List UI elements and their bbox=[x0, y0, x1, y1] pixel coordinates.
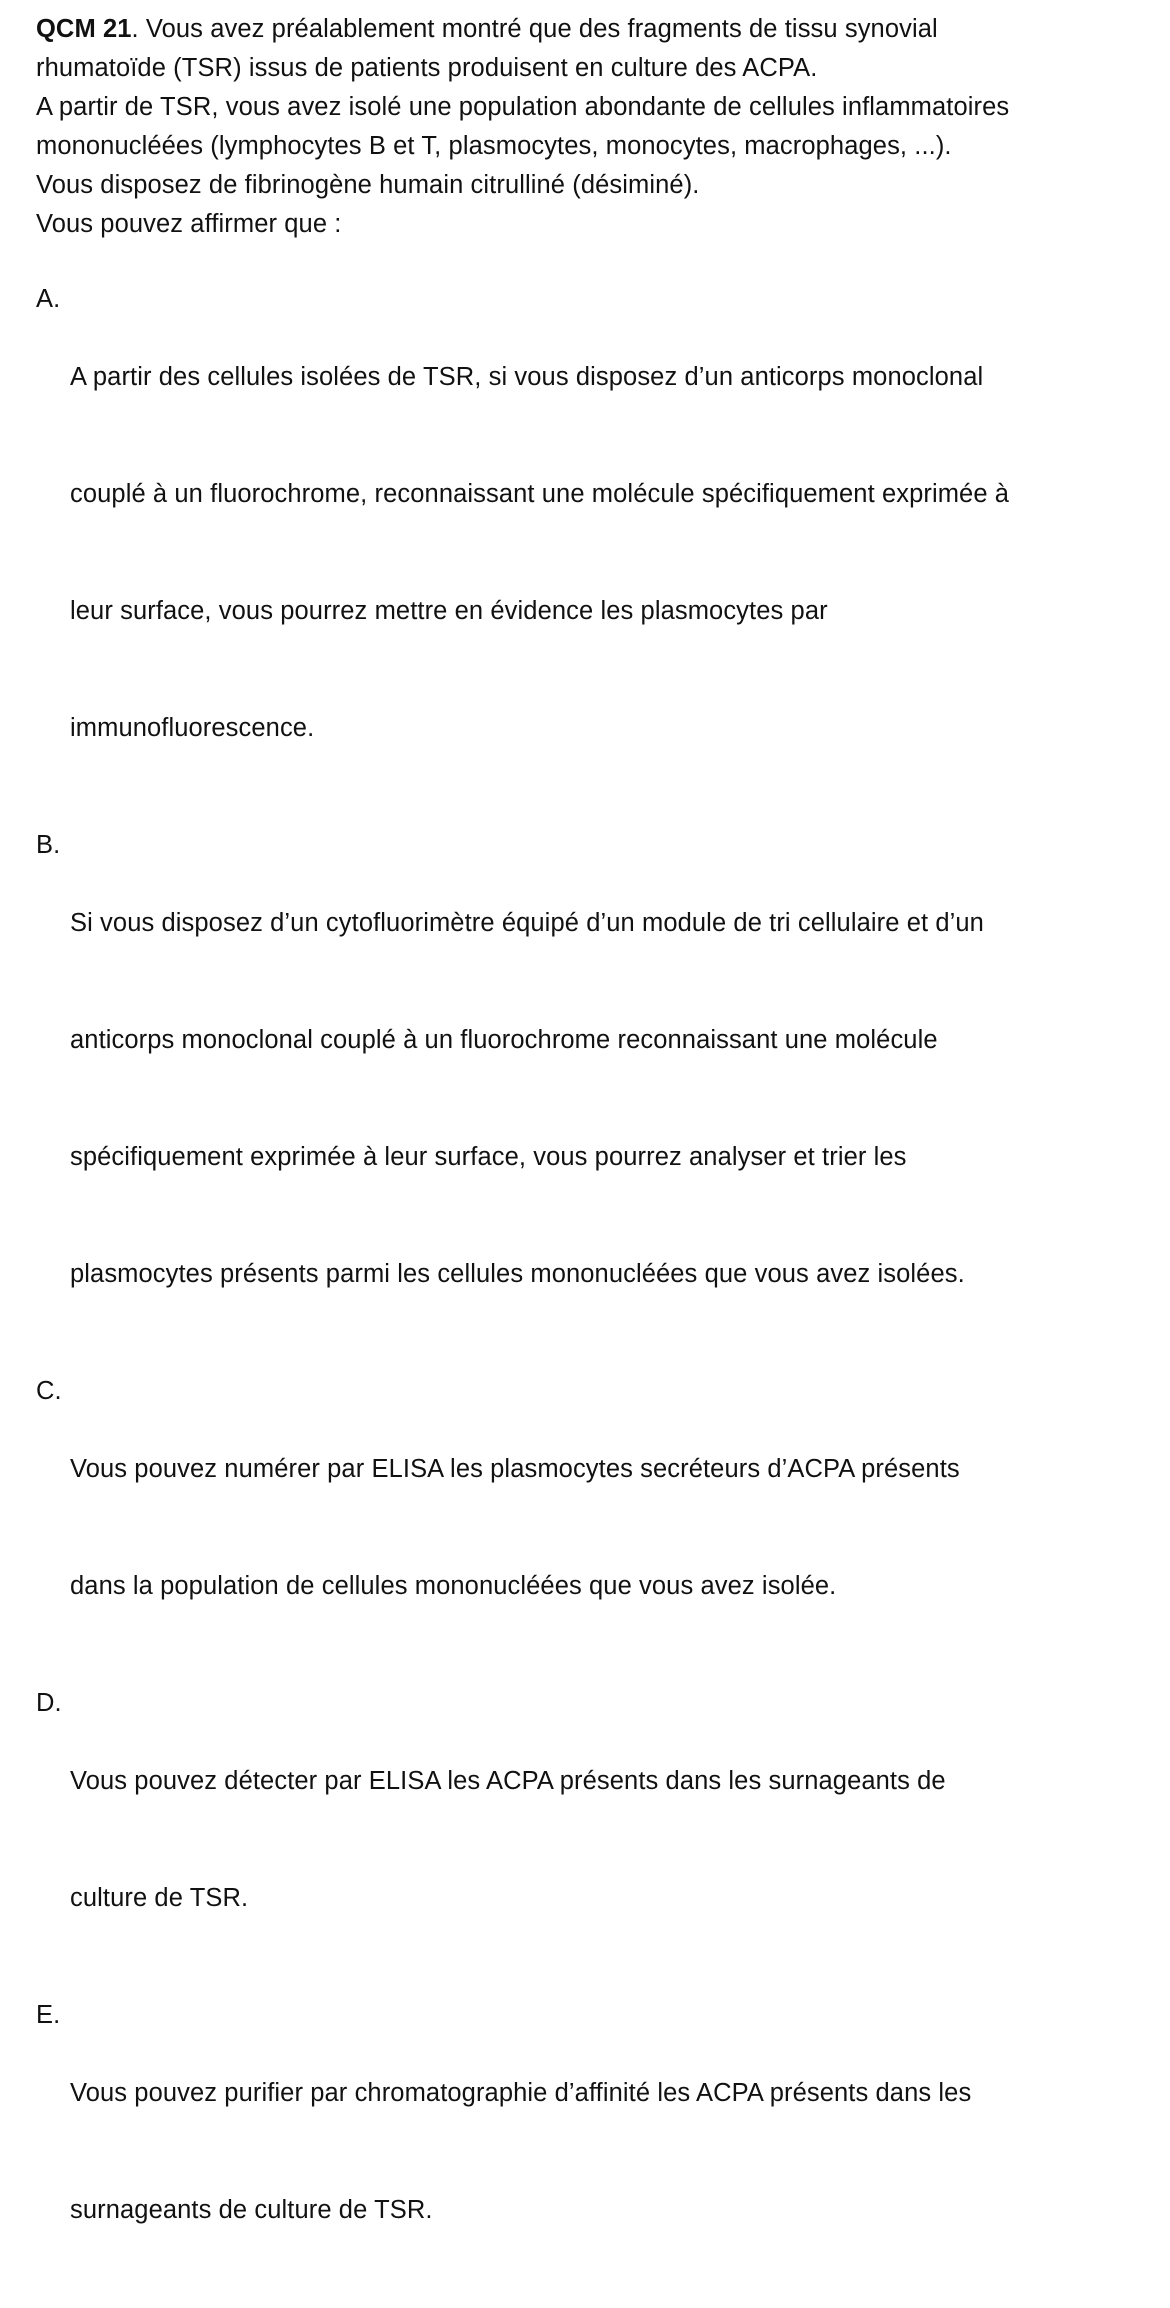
option-letter-c: C. bbox=[36, 1377, 62, 1405]
stem-line-1 bbox=[36, 10, 1130, 49]
option-b-line-3: spécifiquement exprimée à leur surface, vous pourrez analyser et trier les bbox=[70, 1143, 907, 1171]
option-text-a bbox=[70, 280, 1110, 826]
question-number-label: QCM 21 bbox=[36, 15, 132, 43]
stem-line-2: rhumatoïde (TSR) issus de patients produisent en culture des ACPA. bbox=[36, 54, 818, 82]
option-letter-b: B. bbox=[36, 831, 61, 859]
answer-option-a[interactable] bbox=[36, 280, 1130, 826]
option-letter-e: E. bbox=[36, 2001, 61, 2029]
option-text-e bbox=[70, 1996, 1110, 2308]
option-text-c bbox=[70, 1372, 1110, 1684]
option-d-line-2: culture de TSR. bbox=[70, 1884, 249, 1912]
option-text-d bbox=[70, 1684, 1110, 1996]
option-e-line-2: surnageants de culture de TSR. bbox=[70, 2196, 433, 2224]
answer-option-b[interactable] bbox=[36, 826, 1130, 1372]
stem-line-5: Vous disposez de fibrinogène humain citrulliné (désiminé). bbox=[36, 171, 700, 199]
option-text-b bbox=[70, 826, 1110, 1372]
option-a-line-2: couplé à un fluorochrome, reconnaissant une molécule spécifiquement exprimée à bbox=[70, 480, 1010, 508]
option-c-line-1: Vous pouvez numérer par ELISA les plasmocytes secréteurs d’ACPA présents bbox=[70, 1455, 960, 1483]
stem-line-6: Vous pouvez affirmer que : bbox=[36, 210, 342, 238]
option-a-line-4: immunofluorescence. bbox=[70, 714, 315, 742]
question-stem bbox=[36, 10, 1130, 244]
option-b-line-1: Si vous disposez d’un cytofluorimètre équipé d’un module de tri cellulaire et d’un bbox=[70, 909, 984, 937]
answer-option-d[interactable] bbox=[36, 1684, 1130, 1996]
stem-line-4: mononucléées (lymphocytes B et T, plasmocytes, monocytes, macrophages, ...). bbox=[36, 132, 952, 160]
answer-options-list bbox=[36, 280, 1130, 2308]
answer-option-c[interactable] bbox=[36, 1372, 1130, 1684]
stem-line-3: A partir de TSR, vous avez isolé une population abondante de cellules inflammatoires bbox=[36, 93, 1010, 121]
option-b-line-4: plasmocytes présents parmi les cellules mononucléées que vous avez isolées. bbox=[70, 1260, 965, 1288]
option-d-line-1: Vous pouvez détecter par ELISA les ACPA présents dans les surnageants de bbox=[70, 1767, 946, 1795]
stem-options-spacer bbox=[36, 244, 1130, 280]
option-a-line-1: A partir des cellules isolées de TSR, si vous disposez d’un anticorps monoclonal bbox=[70, 363, 984, 391]
option-letter-a: A. bbox=[36, 285, 61, 313]
option-letter-d: D. bbox=[36, 1689, 62, 1717]
option-a-line-3: leur surface, vous pourrez mettre en évidence les plasmocytes par bbox=[70, 597, 828, 625]
option-e-line-1: Vous pouvez purifier par chromatographie d’affinité les ACPA présents dans les bbox=[70, 2079, 972, 2107]
option-b-line-2: anticorps monoclonal couplé à un fluorochrome reconnaissant une molécule bbox=[70, 1026, 938, 1054]
answer-option-e[interactable] bbox=[36, 1996, 1130, 2308]
stem-line-1-text: . Vous avez préalablement montré que des fragments de tissu synovial bbox=[131, 15, 938, 43]
option-c-line-2: dans la population de cellules mononucléées que vous avez isolée. bbox=[70, 1572, 837, 1600]
